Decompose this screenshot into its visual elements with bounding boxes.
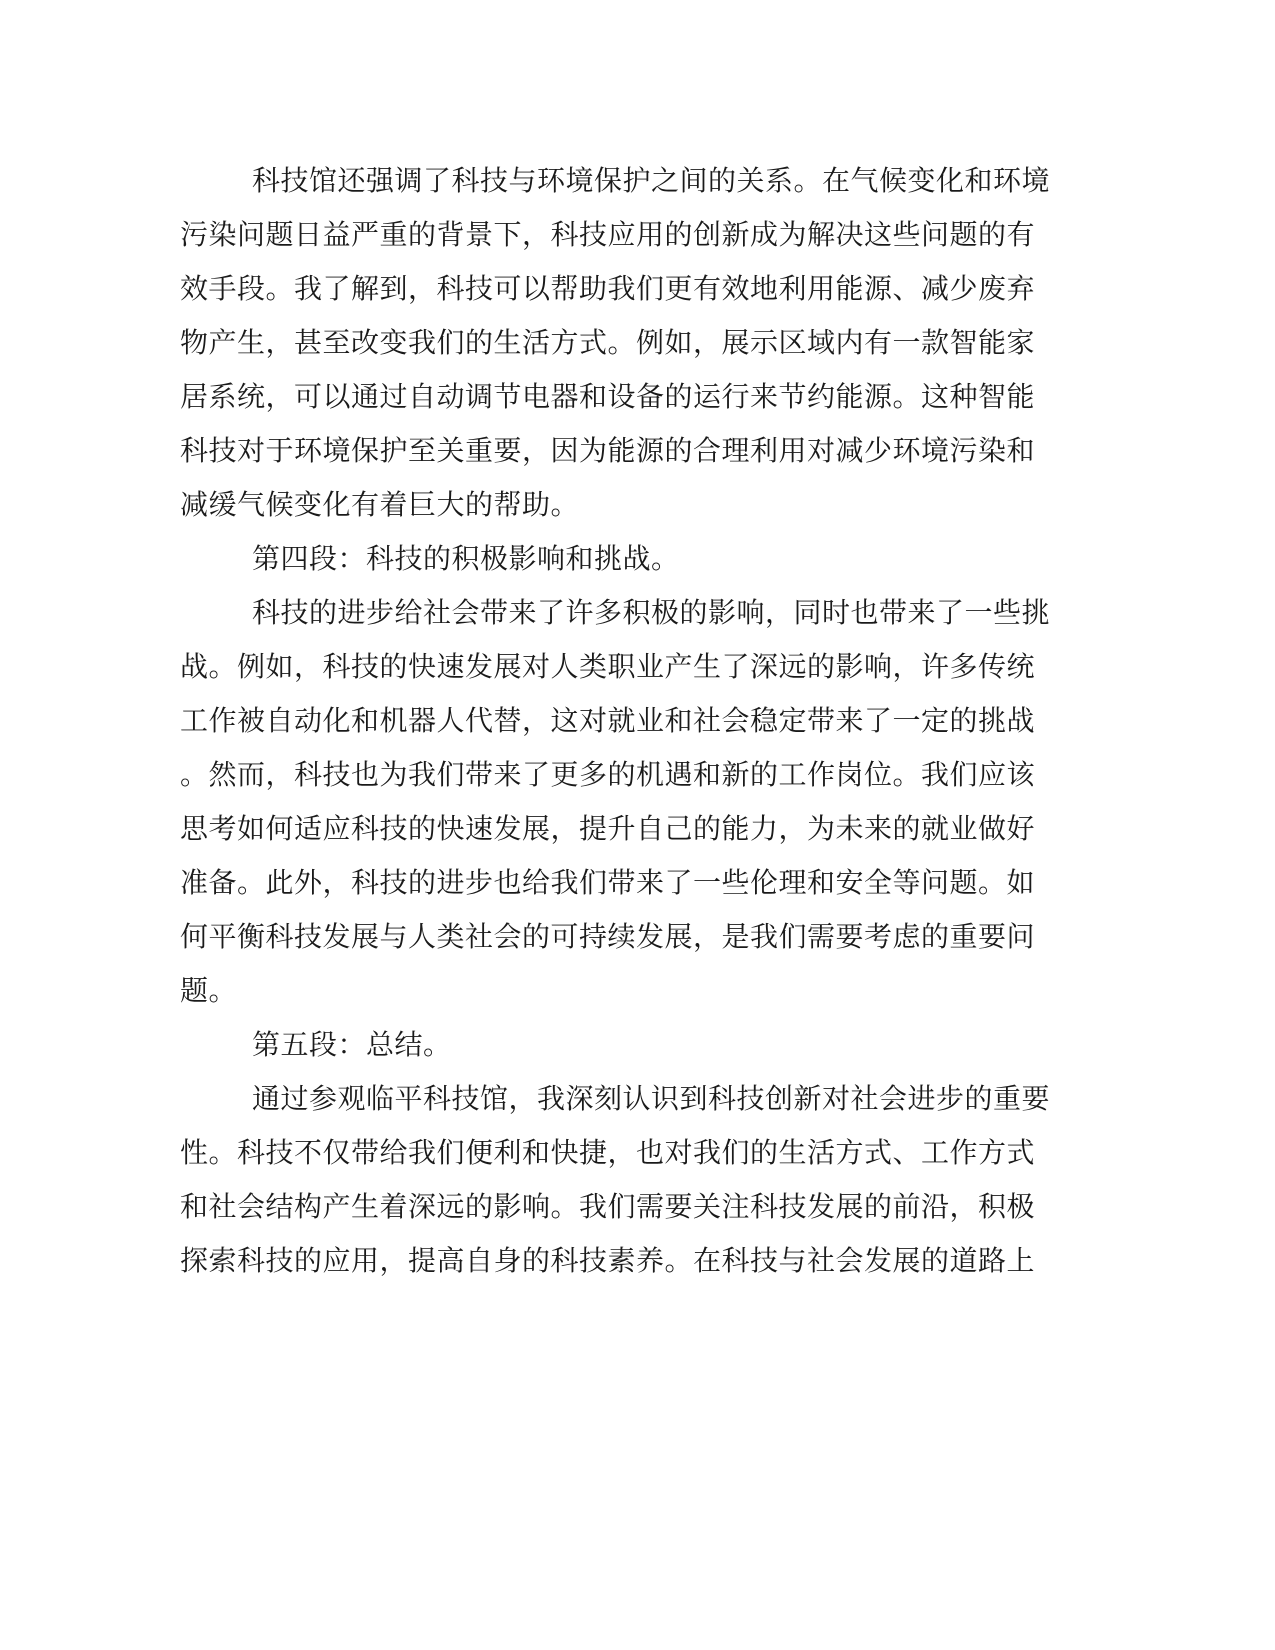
section-heading: 第五段：总结。 xyxy=(252,1028,452,1061)
paragraph-line: 。然而，科技也为我们带来了更多的机遇和新的工作岗位。我们应该 xyxy=(180,758,1036,791)
paragraph-line: 何平衡科技发展与人类社会的可持续发展，是我们需要考虑的重要问 xyxy=(180,920,1036,953)
paragraph-line: 通过参观临平科技馆，我深刻认识到科技创新对社会进步的重要 xyxy=(252,1082,1051,1115)
paragraph-line: 工作被自动化和机器人代替，这对就业和社会稳定带来了一定的挑战 xyxy=(180,704,1036,737)
paragraph-line: 和社会结构产生着深远的影响。我们需要关注科技发展的前沿，积极 xyxy=(180,1190,1036,1223)
paragraph-line: 性。科技不仅带给我们便利和快捷，也对我们的生活方式、工作方式 xyxy=(180,1136,1036,1169)
paragraph-line: 题。 xyxy=(180,974,238,1007)
paragraph-line: 污染问题日益严重的背景下，科技应用的创新成为解决这些问题的有 xyxy=(180,218,1036,251)
paragraph-line: 探索科技的应用，提高自身的科技素养。在科技与社会发展的道路上 xyxy=(180,1244,1036,1277)
section-heading: 第四段：科技的积极影响和挑战。 xyxy=(252,542,680,575)
paragraph-line: 战。例如，科技的快速发展对人类职业产生了深远的影响，许多传统 xyxy=(180,650,1036,683)
paragraph-line: 准备。此外，科技的进步也给我们带来了一些伦理和安全等问题。如 xyxy=(180,866,1036,899)
paragraph-line: 科技的进步给社会带来了许多积极的影响，同时也带来了一些挑 xyxy=(252,596,1051,629)
paragraph-line: 物产生，甚至改变我们的生活方式。例如，展示区域内有一款智能家 xyxy=(180,326,1036,359)
paragraph-line: 科技馆还强调了科技与环境保护之间的关系。在气候变化和环境 xyxy=(252,164,1051,197)
paragraph-line: 居系统，可以通过自动调节电器和设备的运行来节约能源。这种智能 xyxy=(180,380,1036,413)
paragraph-line: 效手段。我了解到，科技可以帮助我们更有效地利用能源、减少废弃 xyxy=(180,272,1036,305)
paragraph-line: 思考如何适应科技的快速发展，提升自己的能力，为未来的就业做好 xyxy=(180,812,1036,845)
paragraph-line: 科技对于环境保护至关重要，因为能源的合理利用对减少环境污染和 xyxy=(180,434,1036,467)
paragraph-line: 减缓气候变化有着巨大的帮助。 xyxy=(180,488,580,521)
